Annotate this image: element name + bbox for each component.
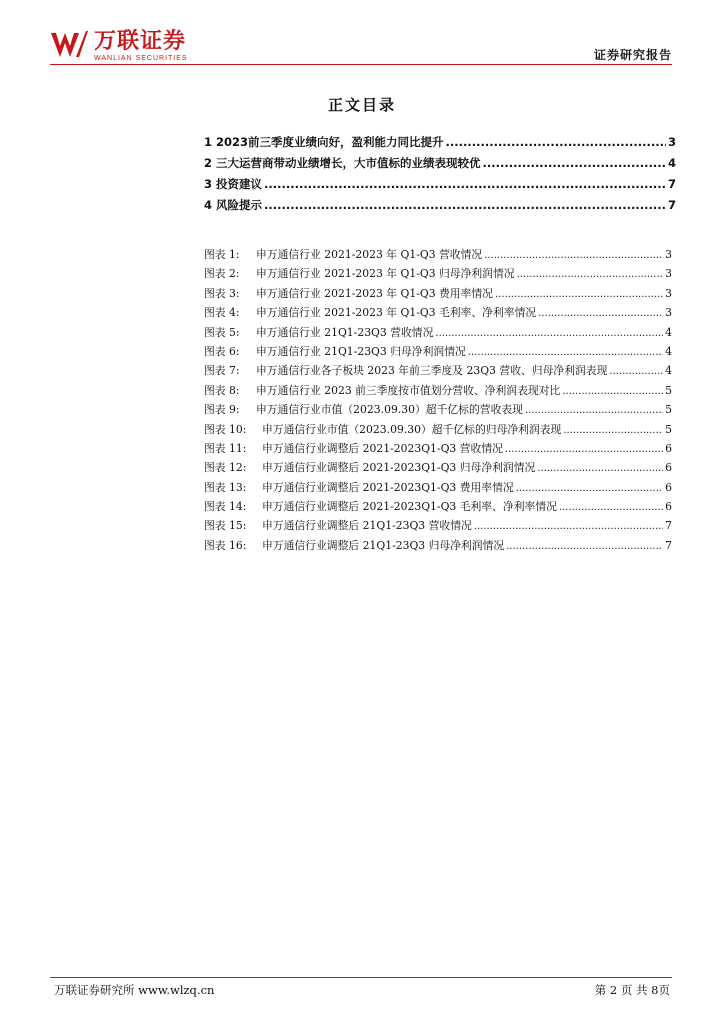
figure-page: 3 [665, 306, 672, 320]
toc-item[interactable] [204, 134, 676, 155]
toc-item[interactable] [204, 155, 676, 176]
toc-item-title: 3 投资建议 [204, 177, 263, 191]
logo-en-text: WANLIAN SECURITIES [94, 55, 188, 62]
figure-label: 图表 15: [204, 519, 247, 533]
header-divider [50, 64, 672, 65]
footer-divider [50, 977, 672, 978]
figure-title: 申万通信行业 2023 前三季度按市值划分营收、净利润表现对比 [256, 383, 561, 397]
wanlian-logo-icon [50, 30, 88, 60]
figure-page: 4 [665, 325, 672, 339]
toc-item-page: 4 [667, 156, 676, 170]
figure-page: 6 [665, 461, 672, 475]
toc-item-title: 4 风险提示 [204, 198, 263, 212]
dot-leader [563, 425, 663, 436]
figure-label: 图表 14: [204, 500, 247, 514]
figure-title: 申万通信行业 2021-2023 年 Q1-Q3 营收情况 [256, 248, 483, 261]
figure-page: 3 [665, 286, 672, 300]
figure-label: 图表 10: [204, 422, 247, 436]
figure-item[interactable] [204, 499, 672, 518]
dot-leader [505, 444, 663, 455]
toc-item[interactable] [204, 176, 676, 197]
footer-source: 万联证券研究所 www.wlzq.cn [54, 983, 215, 997]
figure-label: 图表 16: [204, 538, 247, 552]
figure-label: 图表 9: [204, 403, 240, 417]
dot-leader [468, 347, 663, 358]
logo-cn-text: 万联证券 [94, 29, 187, 54]
figure-page: 5 [665, 403, 672, 417]
dot-leader [474, 521, 663, 532]
figure-page: 5 [665, 383, 672, 397]
dot-leader [538, 308, 663, 319]
figure-title: 申万通信行业 21Q1-23Q3 归母净利润情况 [256, 344, 466, 358]
company-logo [50, 30, 188, 62]
figure-page: 3 [665, 248, 672, 261]
report-type-label: 证券研究报告 [593, 48, 672, 62]
figure-page: 6 [665, 441, 672, 455]
dot-leader [483, 156, 666, 170]
figure-item[interactable] [204, 518, 672, 537]
dot-leader [537, 463, 663, 474]
toc-item-page: 7 [667, 198, 676, 212]
figure-item[interactable] [204, 247, 672, 266]
toc-item-page: 3 [667, 135, 676, 149]
figure-page: 6 [665, 500, 672, 514]
figure-title: 申万通信行业 2021-2023 年 Q1-Q3 归母净利润情况 [256, 267, 515, 281]
figure-label: 图表 5: [204, 325, 240, 339]
figure-page: 6 [665, 480, 672, 494]
figure-page: 4 [665, 344, 672, 358]
toc-item-title: 2 三大运营商带动业绩增长，大市值标的业绩表现较优 [204, 156, 481, 170]
toc-title: 正文目录 [327, 96, 396, 114]
figure-title: 申万通信行业 2021-2023 年 Q1-Q3 毛利率、净利率情况 [256, 306, 537, 320]
figure-title: 申万通信行业调整后 2021-2023Q1-Q3 营收情况 [262, 441, 503, 455]
figure-label: 图表 8: [204, 383, 240, 397]
figure-label: 图表 6: [204, 344, 240, 358]
figure-item[interactable] [204, 363, 672, 382]
figure-label: 图表 13: [204, 480, 247, 494]
figure-label: 图表 2: [204, 267, 240, 281]
figure-label: 图表 11: [204, 441, 247, 455]
figure-title: 申万通信行业调整后 2021-2023Q1-Q3 费用率情况 [262, 480, 514, 494]
dot-leader [506, 541, 663, 552]
figure-list [204, 247, 672, 557]
page-number: 第 2 页 共 8页 [594, 983, 670, 997]
figure-label: 图表 4: [204, 306, 240, 320]
figure-page: 3 [665, 267, 672, 281]
figure-page: 7 [665, 519, 672, 533]
figure-title: 申万通信行业市值（2023.09.30）超千亿标的营收表现 [256, 403, 523, 417]
toc-list [204, 134, 676, 218]
figure-label: 图表 1: [204, 248, 240, 261]
figure-page: 5 [665, 422, 672, 436]
dot-leader [562, 386, 663, 397]
dot-leader [446, 135, 666, 149]
figure-item[interactable] [204, 480, 672, 499]
figure-item[interactable] [204, 325, 672, 344]
figure-item[interactable] [204, 383, 672, 402]
figure-title: 申万通信行业调整后 21Q1-23Q3 营收情况 [262, 519, 472, 533]
figure-item[interactable] [204, 422, 672, 441]
figure-item[interactable] [204, 402, 672, 421]
dot-leader [609, 366, 663, 377]
figure-item[interactable] [204, 266, 672, 285]
dot-leader [517, 269, 664, 280]
figure-title: 申万通信行业 2021-2023 年 Q1-Q3 费用率情况 [256, 286, 493, 300]
figure-title: 申万通信行业 21Q1-23Q3 营收情况 [256, 325, 434, 339]
figure-title: 申万通信行业调整后 2021-2023Q1-Q3 毛利率、净利率情况 [262, 500, 557, 514]
dot-leader [516, 483, 663, 494]
figure-page: 7 [665, 538, 672, 552]
figure-page: 4 [665, 364, 672, 378]
dot-leader [264, 198, 666, 212]
dot-leader [264, 177, 666, 191]
figure-item[interactable] [204, 441, 672, 460]
figure-title: 申万通信行业调整后 2021-2023Q1-Q3 归母净利润情况 [262, 461, 536, 475]
figure-item[interactable] [204, 538, 672, 557]
toc-item[interactable] [204, 197, 676, 218]
toc-item-page: 7 [667, 177, 676, 191]
figure-item[interactable] [204, 305, 672, 324]
dot-leader [435, 328, 663, 339]
dot-leader [559, 502, 663, 513]
figure-title: 申万通信行业调整后 21Q1-23Q3 归母净利润情况 [262, 538, 505, 552]
dot-leader [495, 289, 663, 300]
figure-label: 图表 3: [204, 286, 240, 300]
figure-item[interactable] [204, 344, 672, 363]
figure-title: 申万通信行业各子板块 2023 年前三季度及 23Q3 营收、归母净利润表现 [256, 364, 608, 378]
dot-leader [484, 250, 663, 261]
figure-title: 申万通信行业市值（2023.09.30）超千亿标的归母净利润表现 [262, 422, 562, 436]
dot-leader [525, 405, 663, 416]
figure-label: 图表 7: [204, 364, 240, 378]
toc-item-title: 1 2023前三季度业绩向好，盈利能力同比提升 [204, 135, 444, 149]
figure-label: 图表 12: [204, 461, 247, 475]
figure-item[interactable] [204, 460, 672, 479]
figure-item[interactable] [204, 286, 672, 305]
